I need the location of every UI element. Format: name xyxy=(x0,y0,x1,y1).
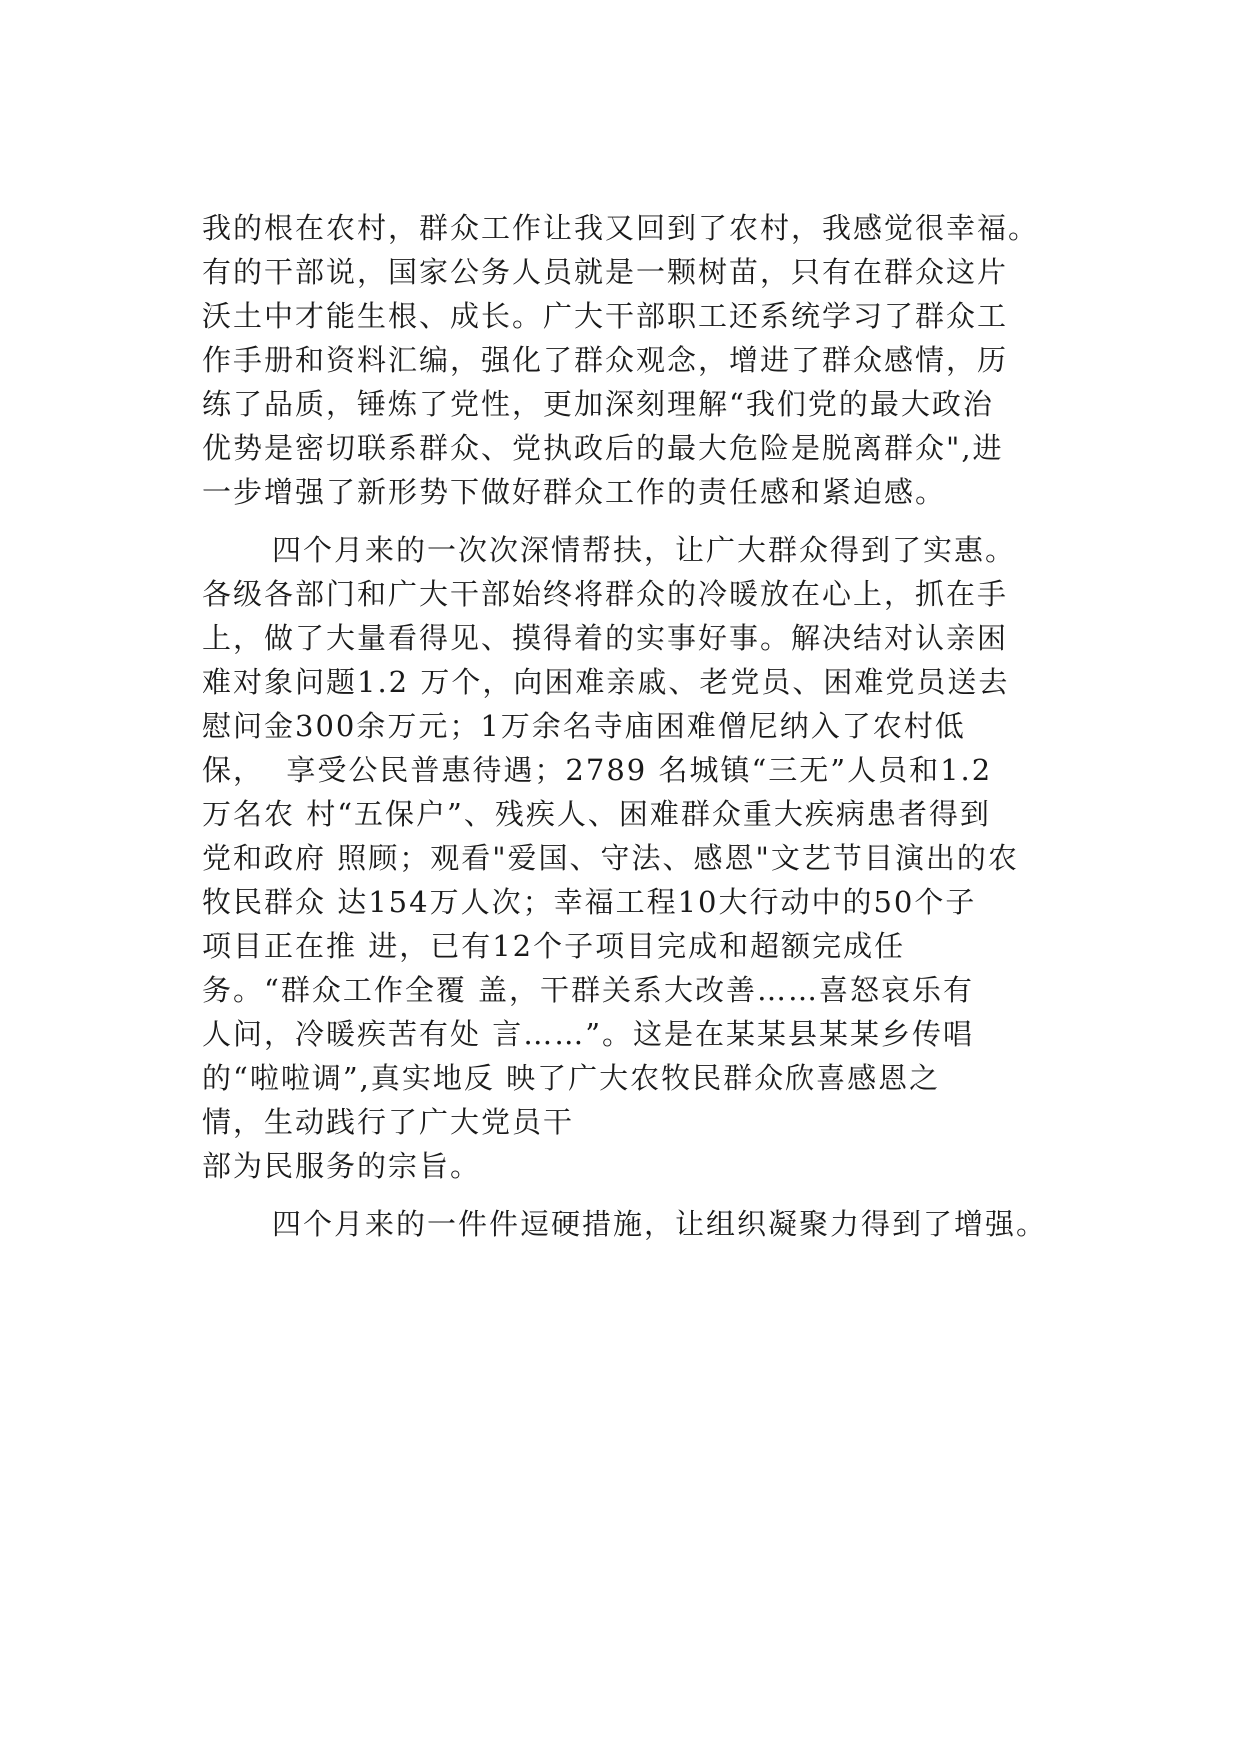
text-line: 慰问金300余万元；1万余名寺庙困难僧尼纳入了农村低 xyxy=(202,709,966,743)
text-line: 各级各部门和广大干部始终将群众的冷暖放在心上，抓在手 xyxy=(202,577,1009,611)
text-line: 项目正在推 进，已有12个子项目完成和超额完成任 xyxy=(202,929,906,963)
text-line: 难对象问题1.2 万个，向困难亲戚、老党员、困难党员送去 xyxy=(202,665,1010,699)
text-line: 作手册和资料汇编，强化了群众观念，增进了群众感情，历 xyxy=(202,343,1009,377)
text-line: 的“啦啦调”,真实地反 映了广大农牧民群众欣喜感恩之 xyxy=(202,1061,941,1095)
text-line: 优势是密切联系群众、党执政后的最大危险是脱离群众",进 xyxy=(202,431,1004,465)
text-line: 练了品质，锤炼了党性，更加深刻理解“我们党的最大政治 xyxy=(202,387,994,421)
text-line: 务。“群众工作全覆 盖，干群关系大改善……喜怒哀乐有 xyxy=(202,973,975,1007)
text-line: 党和政府 照顾；观看"爱国、守法、感恩"文艺节目演出的农 xyxy=(202,841,1019,875)
paragraph-first-line: 四个月来的一次次深情帮扶，让广大群众得到了实惠。 xyxy=(272,533,1017,567)
text-line: 万名农 村“五保户”、残疾人、困难群众重大疾病患者得到 xyxy=(202,797,991,831)
text-line: 情，生动践行了广大党员干 xyxy=(202,1105,575,1139)
text-line: 上，做了大量看得见、摸得着的实事好事。解决结对认亲困 xyxy=(202,621,1009,655)
text-line: 沃土中才能生根、成长。广大干部职工还系统学习了群众工 xyxy=(202,299,1009,333)
text-line: 一步增强了新形势下做好群众工作的责任感和紧迫感。 xyxy=(202,475,947,509)
text-line: 牧民群众 达154万人次；幸福工程10大行动中的50个子 xyxy=(202,885,977,919)
text-line: 保， 享受公民普惠待遇；2789 名城镇“三无”人员和1.2 xyxy=(202,753,993,787)
paragraph-first-line: 四个月来的一件件逗硬措施，让组织凝聚力得到了增强。 xyxy=(272,1207,1048,1241)
text-line: 有的干部说，国家公务人员就是一颗树苗，只有在群众这片 xyxy=(202,255,1009,289)
text-line: 部为民服务的宗旨。 xyxy=(202,1149,482,1183)
text-line: 我的根在农村，群众工作让我又回到了农村，我感觉很幸福。 xyxy=(202,211,1040,245)
text-line: 人问，冷暖疾苦有处 言……”。这是在某某县某某乡传唱 xyxy=(202,1017,975,1051)
